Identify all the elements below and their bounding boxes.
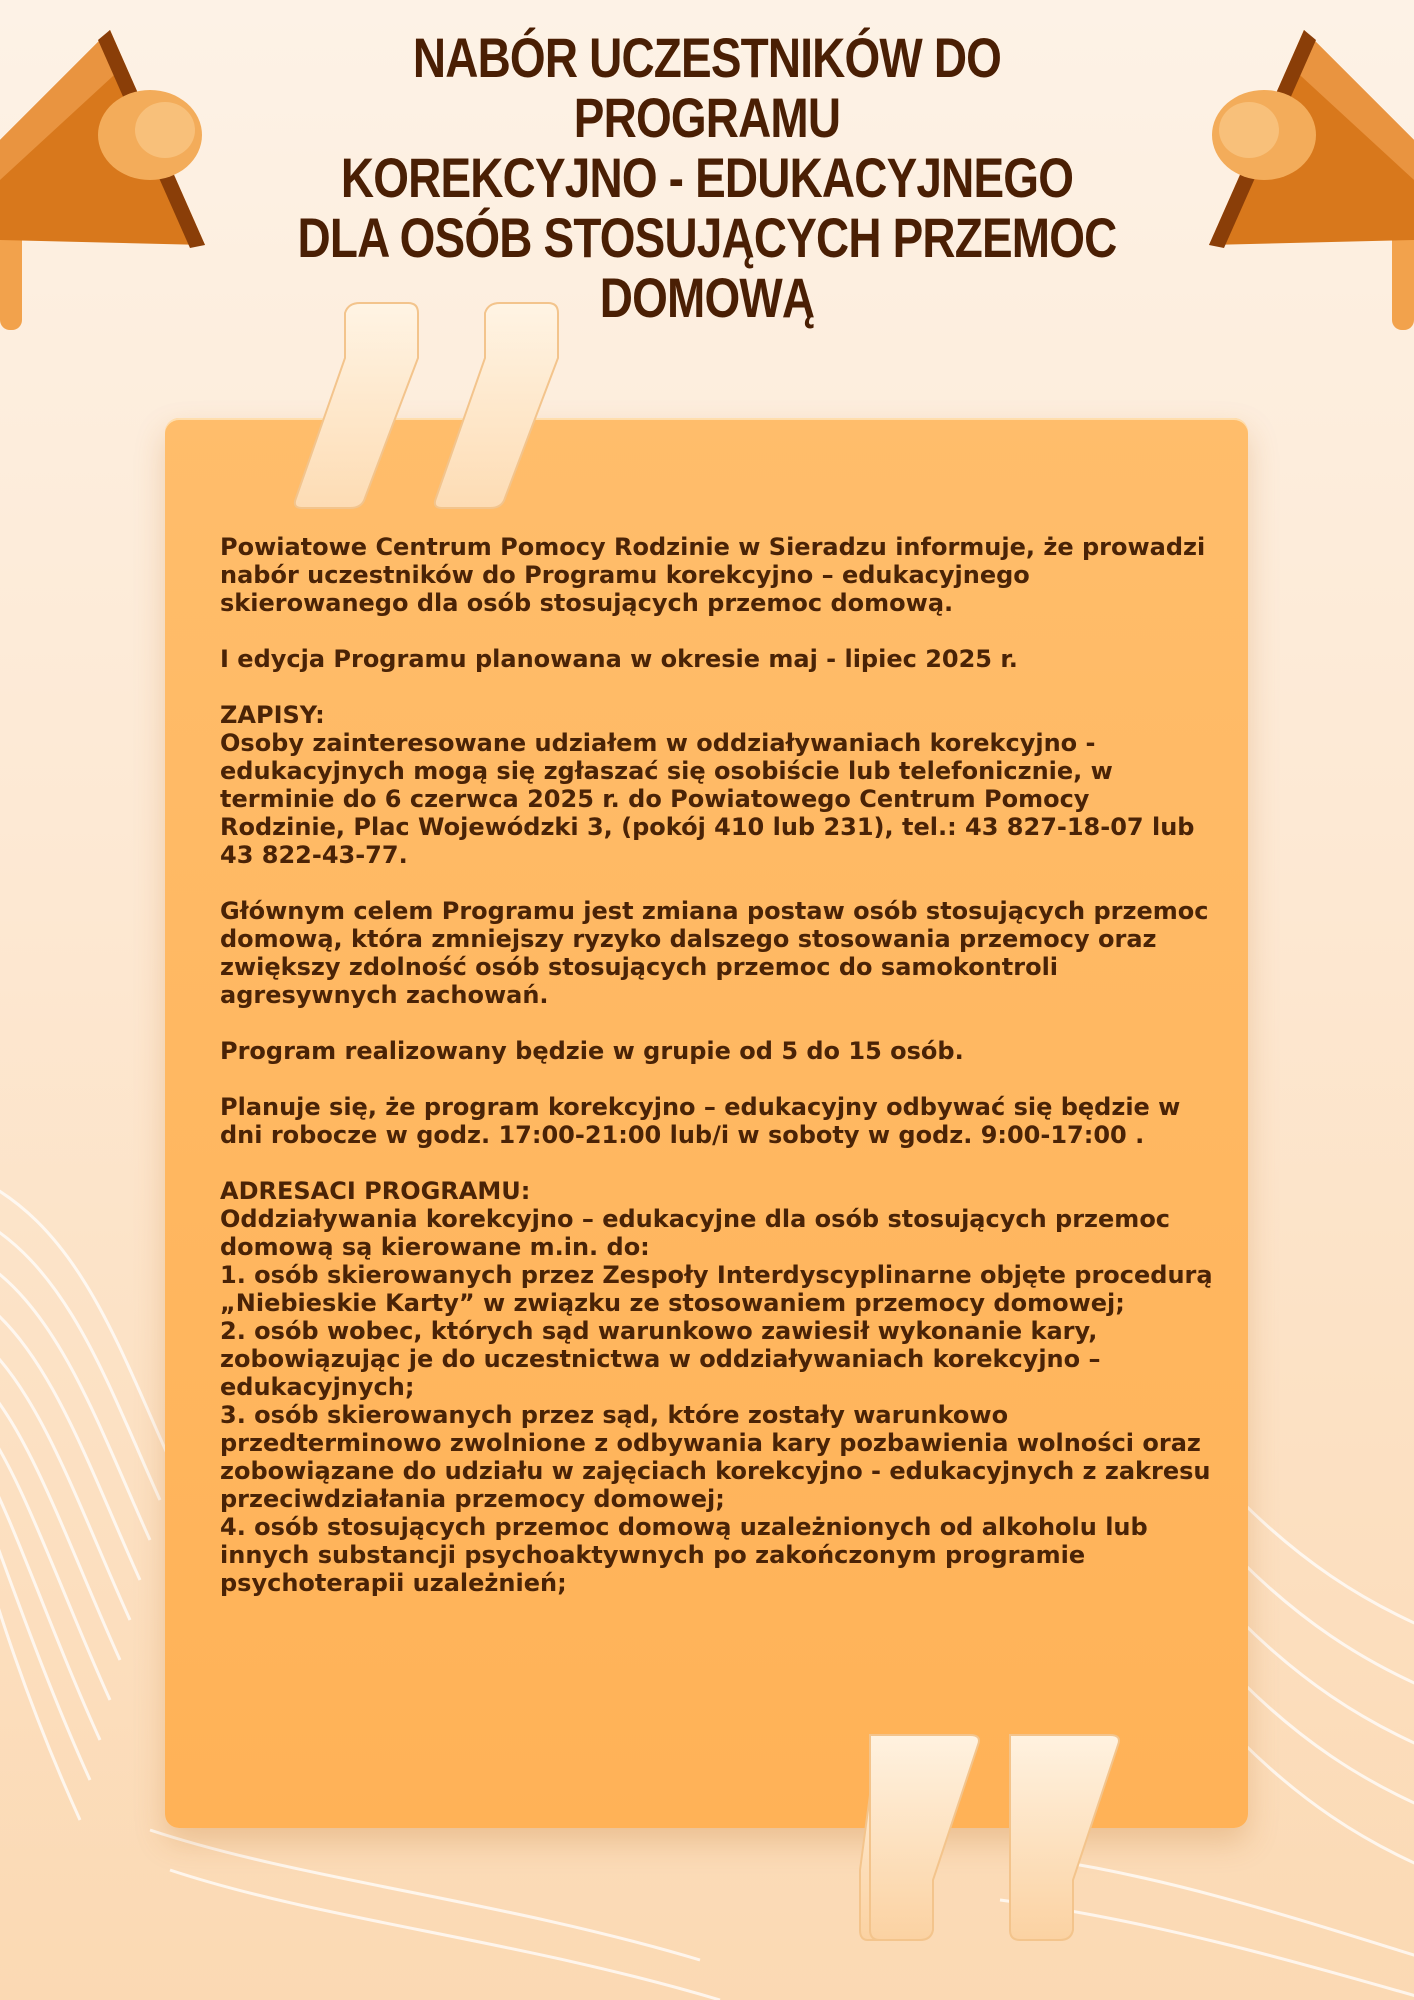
goal-paragraph: Głównym celem Programu jest zmiana postaw osób stosujących przemoc domową, która zmniejszy ryzyko dalszego stosowania przemocy oraz zwiększy zdolność osób stosujących przemoc do samokontroli agresywnych zachowań. bbox=[220, 897, 1209, 1009]
signup-text: Osoby zainteresowane udziałem w oddziaływaniach korekcyjno - edukacyjnych mogą się zgłaszać się osobiście lub telefonicznie, w terminie do 6 czerwca 2025 r. do Powiatowego Centrum Pomocy Rodzinie, Plac Wojewódzki 3, (pokój 410 lub 231), tel.: 43 827-18-07 lub 43 822-43-77. bbox=[220, 729, 1195, 869]
group-paragraph: Program realizowany będzie w grupie od 5 do 15 osób. bbox=[220, 1037, 964, 1065]
quote-close-icon bbox=[858, 1730, 1128, 1945]
title-line-1: NABÓR UCZESTNIKÓW DO PROGRAMU bbox=[412, 26, 1002, 149]
list-item: 2. osób wobec, których sąd warunkowo zawiesił wykonanie kary, zobowiązując je do uczestnictwa w oddziaływaniach korekcyjno – edukacyjnych; bbox=[220, 1317, 1101, 1401]
list-item: 1. osób skierowanych przez Zespoły Interdyscyplinarne objęte procedurą „Niebieskie Karty” w związku ze stosowaniem przemocy domowej; bbox=[220, 1261, 1213, 1317]
megaphone-icon bbox=[1199, 20, 1414, 340]
recipients-intro: Oddziaływania korekcyjno – edukacyjne dla osób stosujących przemoc domową są kierowane m.in. do: bbox=[220, 1205, 1171, 1261]
announcement-body bbox=[220, 533, 1220, 1625]
edition-paragraph: I edycja Programu planowana w okresie maj - lipiec 2025 r. bbox=[220, 645, 1018, 673]
intro-paragraph: Powiatowe Centrum Pomocy Rodzinie w Sieradzu informuje, że prowadzi nabór uczestników do Programu korekcyjno – edukacyjnego skierowanego dla osób stosujących przemoc domową. bbox=[220, 533, 1206, 617]
schedule-paragraph: Planuje się, że program korekcyjno – edukacyjny odbywać się będzie w dni robocze w godz. 17:00-21:00 lub/i w soboty w godz. 9:00-17:00 . bbox=[220, 1093, 1181, 1149]
list-item: 4. osób stosujących przemoc domową uzależnionych od alkoholu lub innych substancji psychoaktywnych po zakończonym programie psychoterapii uzależnień; bbox=[220, 1513, 1148, 1597]
title-line-3: DLA OSÓB STOSUJĄCYCH PRZEMOC DOMOWĄ bbox=[297, 206, 1117, 329]
signup-heading: ZAPISY: bbox=[220, 701, 325, 729]
title-line-2: KOREKCYJNO - EDUKACYJNEGO bbox=[340, 146, 1074, 209]
page-title bbox=[291, 28, 1122, 328]
quote-open-icon bbox=[290, 298, 560, 513]
recipients-section bbox=[220, 1177, 1220, 1597]
signup-section bbox=[220, 701, 1220, 869]
recipients-heading: ADRESACI PROGRAMU: bbox=[220, 1177, 531, 1205]
megaphone-icon bbox=[0, 20, 215, 340]
list-item: 3. osób skierowanych przez sąd, które zostały warunkowo przedterminowo zwolnione z odbywania kary pozbawienia wolności oraz zobowiązane do udziału w zajęciach korekcyjno - edukacyjnych z zakresu przeciwdziałania przemocy domowej; bbox=[220, 1401, 1211, 1513]
